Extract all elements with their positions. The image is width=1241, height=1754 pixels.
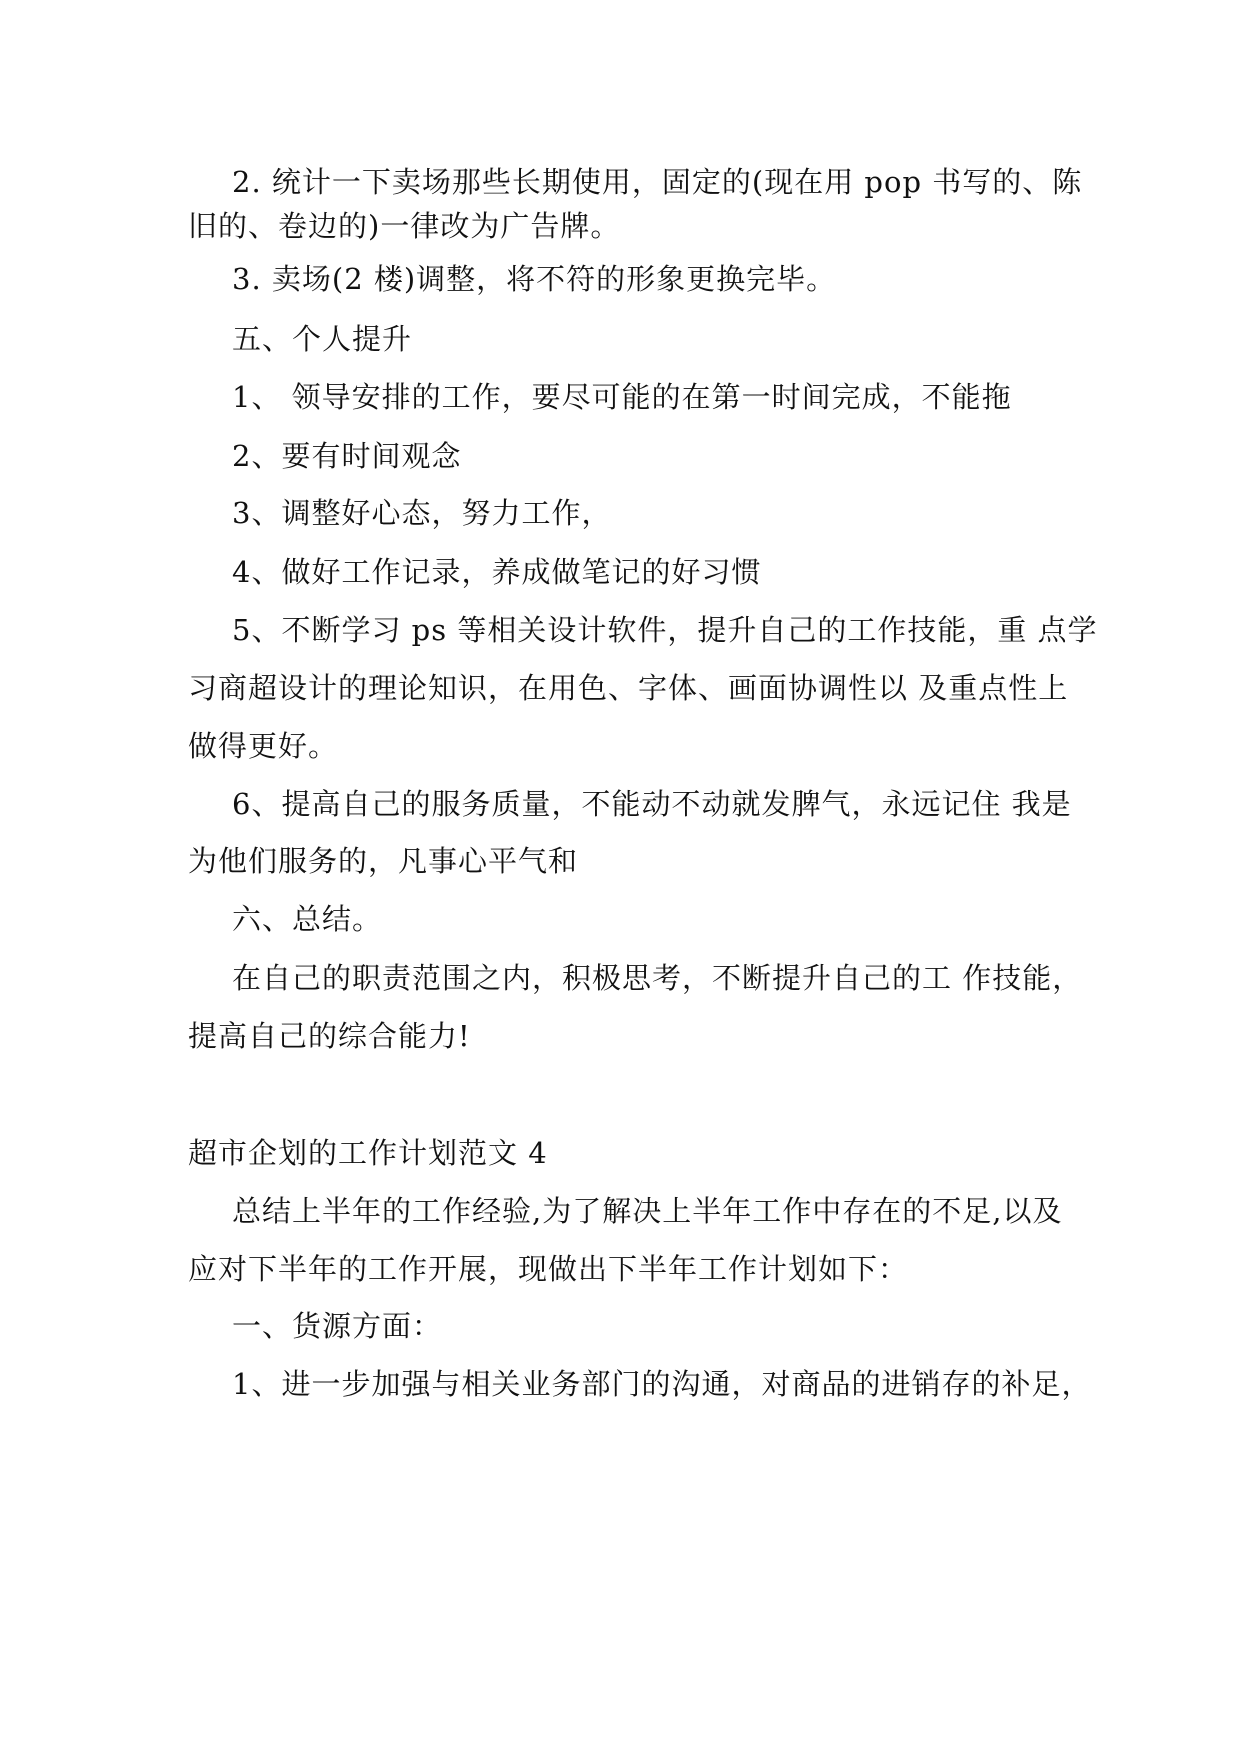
- list-item: 2、要有时间观念: [232, 439, 462, 473]
- document-title: 超市企划的工作计划范文 4: [188, 1136, 548, 1170]
- paragraph-line: 提高自己的综合能力!: [188, 1019, 471, 1053]
- section-heading: 六、总结。: [232, 902, 383, 936]
- list-item: 1、进一步加强与相关业务部门的沟通，对商品的进销存的补足，: [232, 1367, 1092, 1401]
- section-heading: 五、个人提升: [232, 322, 413, 356]
- paragraph-line: 2. 统计一下卖场那些长期使用，固定的(现在用 pop 书写的、陈: [232, 165, 1083, 199]
- list-item: 5、不断学习 ps 等相关设计软件，提升自己的工作技能，重 点学: [232, 613, 1098, 647]
- paragraph-line: 应对下半年的工作开展，现做出下半年工作计划如下：: [188, 1252, 909, 1286]
- section-heading: 一、货源方面：: [232, 1309, 443, 1343]
- paragraph-line: 习商超设计的理论知识，在用色、字体、画面协调性以 及重点性上: [188, 671, 1069, 705]
- list-item: 6、提高自己的服务质量，不能动不动就发脾气，永远记住 我是: [232, 787, 1072, 821]
- paragraph-line: 在自己的职责范围之内，积极思考，不断提升自己的工 作技能，: [232, 961, 1083, 995]
- paragraph-line: 为他们服务的，凡事心平气和: [188, 844, 579, 878]
- paragraph-line: 旧的、卷边的)一律改为广告牌。: [188, 209, 621, 243]
- paragraph-line: 做得更好。: [188, 729, 339, 763]
- paragraph-line: 总结上半年的工作经验,为了解决上半年工作中存在的不足,以及: [232, 1194, 1063, 1228]
- list-item: 1、 领导安排的工作，要尽可能的在第一时间完成，不能拖: [232, 380, 1012, 414]
- list-item: 3、调整好心态，努力工作，: [232, 496, 612, 530]
- paragraph-line: 3. 卖场(2 楼)调整，将不符的形象更换完毕。: [232, 262, 837, 296]
- list-item: 4、做好工作记录，养成做笔记的好习惯: [232, 555, 762, 589]
